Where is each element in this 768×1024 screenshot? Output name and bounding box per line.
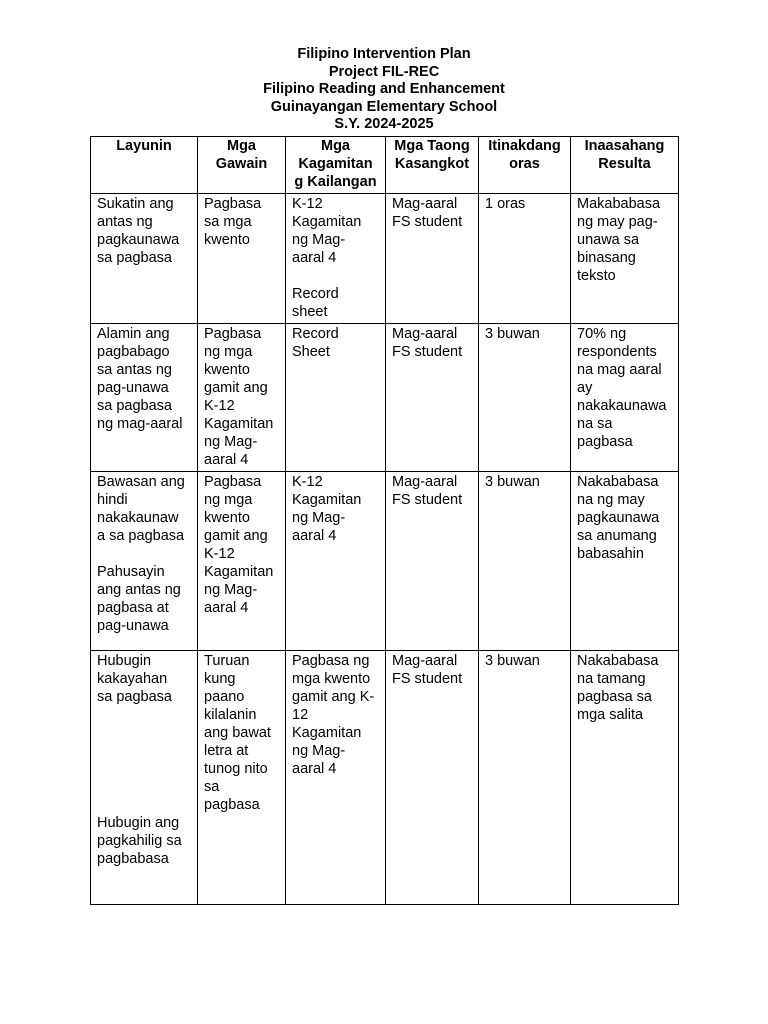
cell-text-line: sa pagbasa <box>97 250 172 266</box>
cell-text-line: a sa pagbasa <box>97 528 185 544</box>
cell-text-line: oras <box>509 156 540 172</box>
cell-text-line: sa pagbasa <box>97 398 172 414</box>
cell-text-line: na sa <box>577 416 613 432</box>
cell-block <box>97 814 191 868</box>
cell-block <box>97 473 191 545</box>
cell-text-line: Mag-aaral <box>392 653 458 669</box>
cell-text-line: Hubugin <box>97 653 152 669</box>
cell-text-line: ng may pag- <box>577 214 658 230</box>
cell-text-line: Pagbasa ng <box>292 653 370 669</box>
cell-text-line: pagkaunawa <box>577 510 660 526</box>
plan-title: Filipino Intervention Plan <box>297 46 471 62</box>
cell-text-line: 3 buwan <box>485 474 540 490</box>
cell-text-line: pagbasa at <box>97 600 169 616</box>
table-row <box>91 472 679 651</box>
cell-text-line: Kagamitan <box>292 492 362 508</box>
cell-text-line: Kasangkot <box>394 156 470 172</box>
cell-text-line: ang bawat <box>204 725 271 741</box>
cell-text-line: kung <box>204 671 236 687</box>
cell-text-line: Kagamitan <box>292 725 362 741</box>
cell-text-line: 1 oras <box>485 196 526 212</box>
cell-text-line: antas ng <box>97 214 153 230</box>
cell-text-line: Kagamitan <box>204 416 274 432</box>
cell-text-line: Nakababasa <box>577 474 659 490</box>
project-name: Project FIL-REC <box>328 63 440 80</box>
cell-text-line: K-12 <box>292 196 323 212</box>
cell-text-line: 70% ng <box>577 326 627 342</box>
cell-text-line: Turuan <box>204 653 250 669</box>
cell-text-line: paano <box>204 689 245 705</box>
header-inaasahang-resulta <box>571 137 679 194</box>
cell-text-line: nakakaunaw <box>97 510 179 526</box>
cell-block <box>97 652 191 706</box>
table-row <box>91 324 679 472</box>
cell-text-line: Mag-aaral <box>392 474 458 490</box>
cell-text-line: pagkaunawa <box>97 232 180 248</box>
cell-text-line: aaral 4 <box>292 250 337 266</box>
cell-text-line: hindi <box>97 492 128 508</box>
school-year: S.Y. 2024-2025 <box>334 116 434 132</box>
cell-text-line: ng Mag- <box>292 743 346 759</box>
cell-text-line: aaral 4 <box>292 761 337 777</box>
cell-text-line: kilalanin <box>204 707 257 723</box>
cell-text-line: aaral 4 <box>292 528 337 544</box>
cell-text-line: aaral 4 <box>204 600 249 616</box>
table-row <box>91 194 679 324</box>
cell-text-line: sheet <box>292 304 328 320</box>
cell-text-line: na mag aaral <box>577 362 662 378</box>
cell-layunin <box>91 324 198 472</box>
header-taong-kasangkot <box>386 137 479 194</box>
cell-text-line: K-12 <box>292 474 323 490</box>
cell-text-line: mga salita <box>577 707 644 723</box>
cell-text-line: Itinakdang <box>488 138 561 154</box>
cell-text-line: Pagbasa <box>204 196 262 212</box>
cell-text-line: pagbasa sa <box>577 689 652 705</box>
cell-layunin <box>91 651 198 905</box>
header-itinakdang-oras <box>479 137 571 194</box>
cell-block <box>292 285 379 321</box>
cell-text-line: babasahin <box>577 546 644 562</box>
cell-text-line: nakakaunawa <box>577 398 667 414</box>
cell-gawain <box>198 194 286 324</box>
cell-text-line: Inaasahang <box>584 138 665 154</box>
cell-text-line: pagkahilig sa <box>97 833 182 849</box>
cell-text-line: pag-unawa <box>97 618 169 634</box>
intervention-plan-table <box>90 136 679 905</box>
cell-text-line: ng Mag- <box>204 582 258 598</box>
cell-text-line: sa mga <box>204 214 252 230</box>
cell-text-line: FS student <box>392 344 463 360</box>
cell-text-line: Record <box>292 286 339 302</box>
cell-text-line: Makababasa <box>577 196 661 212</box>
cell-text-line: ng Mag- <box>292 510 346 526</box>
cell-text-line: Hubugin ang <box>97 815 180 831</box>
cell-oras <box>479 194 571 324</box>
cell-text-line: Bawasan ang <box>97 474 185 490</box>
cell-kagamitan <box>286 472 386 651</box>
cell-text-line: K-12 <box>204 398 235 414</box>
document-header <box>0 46 768 134</box>
cell-text-line: pagbasa <box>204 797 260 813</box>
cell-oras <box>479 472 571 651</box>
cell-text-line: pagbasa <box>577 434 633 450</box>
cell-text-line: Mga <box>227 138 256 154</box>
cell-text-line: sa <box>204 779 220 795</box>
cell-text-line: ang antas ng <box>97 582 181 598</box>
cell-text-line: gamit ang <box>204 380 268 396</box>
cell-resulta <box>571 651 679 905</box>
cell-text-line: sa anumang <box>577 528 657 544</box>
cell-text-line: kwento <box>204 232 250 248</box>
cell-layunin <box>91 472 198 651</box>
cell-kagamitan <box>286 194 386 324</box>
cell-kagamitan <box>286 651 386 905</box>
cell-text-line: gamit ang K- <box>292 689 375 705</box>
cell-text-line: Sheet <box>292 344 330 360</box>
header-gawain <box>198 137 286 194</box>
cell-text-line: FS student <box>392 671 463 687</box>
cell-text-line: teksto <box>577 268 616 284</box>
cell-text-line: pagbabago <box>97 344 170 360</box>
cell-text-line: kwento <box>204 510 250 526</box>
cell-text-line: mga kwento <box>292 671 371 687</box>
cell-text-line: letra at <box>204 743 249 759</box>
cell-text-line: kwento <box>204 362 250 378</box>
cell-text-line: 12 <box>292 707 309 723</box>
cell-text-line: ng mag-aaral <box>97 416 183 432</box>
cell-text-line: Record <box>292 326 339 342</box>
cell-text-line: Mag-aaral <box>392 326 458 342</box>
cell-text-line: K-12 <box>204 546 235 562</box>
cell-text-line: Pagbasa <box>204 474 262 490</box>
cell-text-line: FS student <box>392 492 463 508</box>
cell-text-line: ay <box>577 380 593 396</box>
cell-text-line: Kagamitan <box>298 156 373 172</box>
cell-text-line: tunog nito <box>204 761 268 777</box>
cell-layunin <box>91 194 198 324</box>
cell-text-line: Mag-aaral <box>392 196 458 212</box>
cell-taong <box>386 651 479 905</box>
cell-text-line: Nakababasa <box>577 653 659 669</box>
cell-text-line: Pagbasa <box>204 326 262 342</box>
cell-text-line: Mga <box>321 138 350 154</box>
cell-text-line: ng mga <box>204 492 253 508</box>
cell-block <box>292 195 379 267</box>
cell-kagamitan <box>286 324 386 472</box>
cell-text-line: respondents <box>577 344 657 360</box>
cell-block <box>97 563 191 635</box>
cell-text-line: gamit ang <box>204 528 268 544</box>
cell-text-line: Layunin <box>116 138 172 154</box>
cell-gawain <box>198 472 286 651</box>
cell-taong <box>386 324 479 472</box>
cell-text-line: g Kailangan <box>294 174 377 190</box>
cell-text-line: 3 buwan <box>485 326 540 342</box>
cell-taong <box>386 472 479 651</box>
cell-text-line: 3 buwan <box>485 653 540 669</box>
header-kagamitan <box>286 137 386 194</box>
cell-text-line: Mga Taong <box>394 138 470 154</box>
cell-resulta <box>571 324 679 472</box>
cell-text-line: sa antas ng <box>97 362 172 378</box>
cell-text-line: Kagamitan <box>292 214 362 230</box>
cell-text-line: Resulta <box>598 156 651 172</box>
cell-text-line: ng mga <box>204 344 253 360</box>
header-layunin <box>91 137 198 194</box>
cell-text-line: Gawain <box>215 156 268 172</box>
project-full-name: Filipino Reading and Enhancement <box>263 81 505 97</box>
cell-oras <box>479 651 571 905</box>
cell-text-line: na tamang <box>577 671 646 687</box>
cell-text-line: ng Mag- <box>204 434 258 450</box>
cell-text-line: binasang <box>577 250 636 266</box>
cell-gawain <box>198 651 286 905</box>
cell-text-line: Alamin ang <box>97 326 170 342</box>
cell-text-line: unawa sa <box>577 232 640 248</box>
cell-text-line: sa pagbasa <box>97 689 172 705</box>
cell-text-line: ng Mag- <box>292 232 346 248</box>
cell-resulta <box>571 194 679 324</box>
cell-text-line: Kagamitan <box>204 564 274 580</box>
cell-text-line: pag-unawa <box>97 380 169 396</box>
cell-text-line: na ng may <box>577 492 645 508</box>
table-row <box>91 651 679 905</box>
cell-gawain <box>198 324 286 472</box>
cell-taong <box>386 194 479 324</box>
cell-text-line: kakayahan <box>97 671 168 687</box>
table-header-row <box>91 137 679 194</box>
cell-text-line: Pahusayin <box>97 564 165 580</box>
cell-text-line: FS student <box>392 214 463 230</box>
cell-text-line: pagbabasa <box>97 851 169 867</box>
cell-text-line: aaral 4 <box>204 452 249 468</box>
school-name: Guinayangan Elementary School <box>270 98 498 115</box>
cell-text-line: Sukatin ang <box>97 196 174 212</box>
cell-resulta <box>571 472 679 651</box>
cell-oras <box>479 324 571 472</box>
